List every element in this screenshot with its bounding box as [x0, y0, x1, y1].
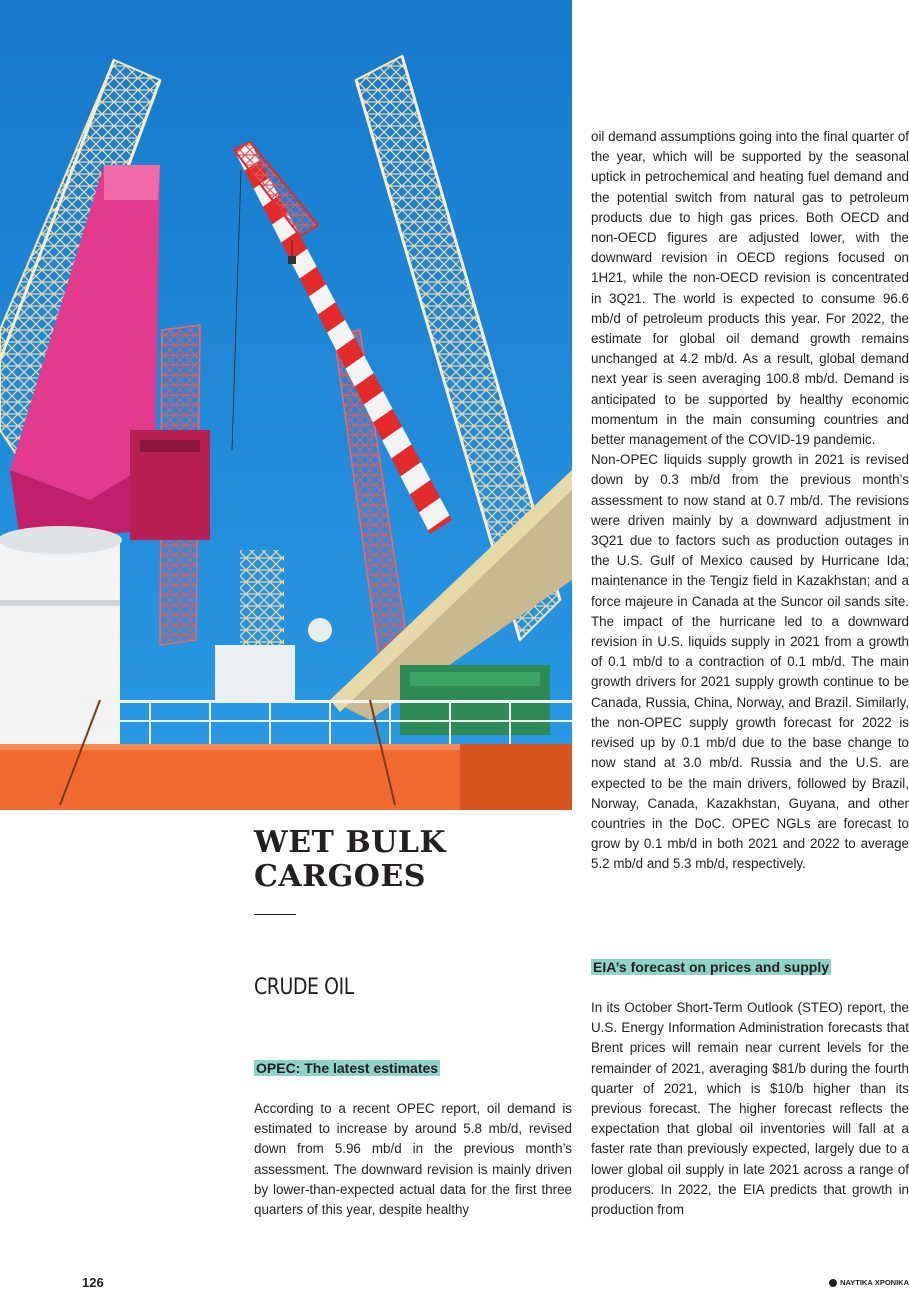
heading-opec-label: OPEC: The latest estimates — [256, 1060, 439, 1076]
column-1-text — [254, 1099, 572, 1220]
page-number: 126 — [82, 1275, 104, 1290]
paragraph-eia: In its October Short-Term Outlook (STEO) report, the U.S. Energy Information Administration forecasts that Brent prices will remain near current levels for the remainder of 2021, averaging $81/b during the fourth quarter of 2021, which is $10/b higher than its previous forecast. The higher forecast reflects the expectation that global oil inventories will fall at a faster rate than previously expected, largely due to a lower global oil supply in late 2021 across a range of producers. In 2022, the EIA predicts that growth in production from — [591, 1000, 909, 1218]
brand-name: ΝΑΥΤΙΚΑ ΧΡΟΝΙΚΑ — [840, 1278, 909, 1287]
paragraph-supply: Non-OPEC liquids supply growth in 2021 is revised down by 0.3 mb/d from the previous month’s assessment to now stand at 0.7 mb/d. The revisions were driven mainly by a downward adjustment in 3Q21 due to factors such as production outages in the U.S. Gulf of Mexico caused by Hurricane Ida; maintenance in the Tengiz field in Kazakhstan; and a force majeure in Canada at the Suncor oil sands site. The impact of the hurricane led to a downward revision in U.S. liquids supply in 2021 from a growth of 0.1 mb/d to a contraction of 0.1 mb/d. The main growth drivers for 2021 supply growth continue to be Canada, Russia, China, Norway, and Brazil. Similarly, the non-OPEC supply growth forecast for 2022 is revised up by 0.1 mb/d due to the base change to now stand at 3.0 mb/d. Russia and the U.S. are expected to be the main drivers, followed by Brazil, Norway, Canada, Kazakhstan, Guyana, and other countries in the DoC. OPEC NGLs are forecast to grow by 0.1 mb/d in both 2021 and 2022 to average 5.2 mb/d and 5.3 mb/d, respectively. — [591, 452, 909, 872]
heading-opec — [254, 1058, 440, 1078]
rig-photo — [0, 0, 572, 810]
section-title: WET BULK CARGOES — [254, 825, 447, 894]
paragraph-demand: oil demand assumptions going into the final quarter of the year, which will be supported by the seasonal uptick in petrochemical and heating fuel demand and the potential switch from natural gas to petroleum products due to high gas prices. Both OECD and non-OECD figures are adjusted lower, with the downward revision in OECD regions focused on 1H21, while the non-OECD revision is concentrated in 3Q21. The world is expected to consume 96.6 mb/d of petroleum products this year. For 2022, the estimate for global oil demand growth remains unchanged at 4.2 mb/d. As a result, global demand next year is seen averaging 100.8 mb/d. Demand is anticipated to be supported by healthy economic momentum in the main consuming countries and better management of the COVID-19 pandemic. — [591, 129, 909, 448]
column-2-text-lower — [591, 998, 909, 1220]
rig-photo-illustration — [0, 0, 572, 810]
heading-eia — [591, 957, 831, 977]
column-2-text — [591, 127, 909, 875]
paragraph-opec-intro: According to a recent OPEC report, oil demand is estimated to increase by around 5.8 mb/d, revised down from 5.96 mb/d in the previous month’s assessment. The downward revision is mainly driven by lower-than-expected actual data for the first three quarters of this year, despite healthy — [254, 1101, 572, 1218]
publication-brand — [829, 1278, 909, 1288]
heading-eia-label: EIA’s forecast on prices and supply — [593, 959, 829, 975]
subsection-title: CRUDE OIL — [254, 975, 354, 1000]
brand-logo-icon — [829, 1279, 837, 1287]
section-divider — [254, 914, 296, 915]
